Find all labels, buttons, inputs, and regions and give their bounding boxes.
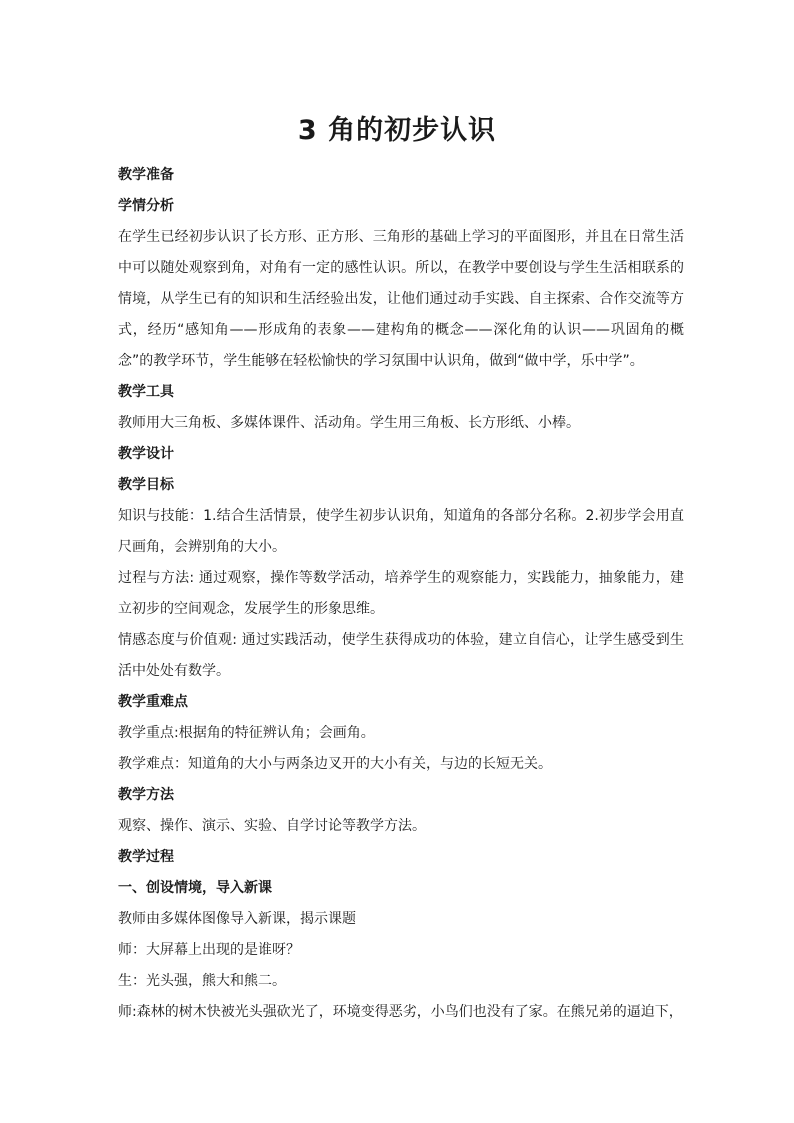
line-step-one-1: 教师由多媒体图像导入新课，揭示课题 — [118, 911, 356, 927]
paragraph-teaching-tools: 教师用大三角板、多媒体课件、活动角。学生用三角板、长方形纸、小棒。 — [118, 415, 580, 431]
paragraph-student-analysis: 在学生已经初步认识了长方形、正方形、三角形的基础上学习的平面图形，并且在日常生活中可以随处观察到角，对角有一定的感性认识。所以，在教学中要创设与学生生活相联系的情境，从学生已有的知识和生活经验出发，让他们通过动手实践、自主探索、合作交流等方式，经历“感知角——形成角的表象——建构角的概念——深化角的认识——巩固角的概念”的教学环节，学生能够在轻松愉快的学习氛围中认识角，做到“做中学，乐中学”。 — [118, 229, 684, 369]
heading-teaching-process: 教学过程 — [118, 849, 174, 865]
paragraph-goal-emotion: 情感态度与价值观: 通过实践活动，使学生获得成功的体验，建立自信心，让学生感受到生活中处处有数学。 — [118, 632, 684, 679]
line-difficult-point: 教学难点：知道角的大小与两条边叉开的大小有关，与边的长短无关。 — [118, 756, 552, 772]
heading-teaching-prep: 教学准备 — [118, 167, 174, 183]
line-key-point: 教学重点:根据角的特征辨认角；会画角。 — [118, 725, 375, 741]
line-step-one-3: 生：光头强，熊大和熊二。 — [118, 973, 286, 989]
paragraph-goal-knowledge: 知识与技能：1.结合生活情景，使学生初步认识角，知道角的各部分名称。2.初步学会用直尺画角，会辨别角的大小。 — [118, 508, 684, 555]
heading-step-one: 一、创设情境，导入新课 — [118, 880, 272, 896]
line-teaching-method: 观察、操作、演示、实验、自学讨论等教学方法。 — [118, 818, 426, 834]
heading-teaching-tools: 教学工具 — [118, 384, 174, 400]
heading-student-analysis: 学情分析 — [118, 198, 174, 214]
line-step-one-2: 师：大屏幕上出现的是谁呀？ — [118, 942, 300, 958]
document-title: 3 角的初步认识 — [297, 115, 497, 146]
heading-teaching-design: 教学设计 — [118, 446, 174, 462]
heading-teaching-goals: 教学目标 — [118, 477, 174, 493]
document-body — [118, 160, 684, 1028]
heading-teaching-method: 教学方法 — [118, 787, 174, 803]
line-step-one-4: 师:森林的树木快被光头强砍光了，环境变得恶劣，小鸟们也没有了家。在熊兄弟的逼迫下， — [118, 1004, 683, 1020]
paragraph-goal-process: 过程与方法: 通过观察，操作等数学活动，培养学生的观察能力，实践能力，抽象能力，建立初步的空间观念，发展学生的形象思维。 — [118, 570, 684, 617]
heading-key-difficult: 教学重难点 — [118, 694, 188, 710]
